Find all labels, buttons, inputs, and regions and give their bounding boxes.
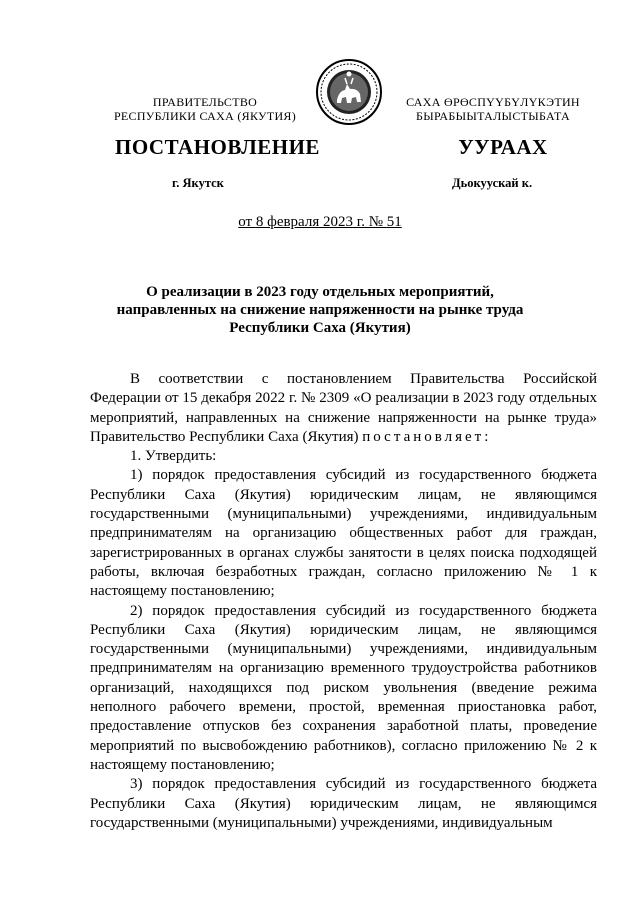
header-line: БЫРАБЫЫТАЛЫСТЫБАТА: [416, 109, 570, 123]
intro-paragraph: [90, 370, 597, 447]
document-subject: [100, 283, 540, 337]
decree-word: постановляет:: [362, 428, 492, 445]
date-number-line: [0, 214, 640, 231]
header-line: ПРАВИТЕЛЬСТВО: [152, 95, 258, 109]
document-body: [90, 370, 597, 833]
document-date: 8 февраля 2023 г.: [255, 214, 365, 230]
document-type-sakha: УУРААХ: [458, 135, 548, 159]
date-prefix: от: [238, 214, 256, 230]
document-type-ru: ПОСТАНОВЛЕНИЕ: [115, 135, 320, 159]
sakha-coat-of-arms-icon: [315, 58, 383, 126]
city-sakha: Дьокуускай к.: [452, 176, 533, 190]
subitem-1: 1) порядок предоставления субсидий из государственного бюджета Республики Саха (Якутия) юридическим лицам, не являющимся государственными (муниципальными) учреждениями, индивидуальным предпринимателям на организацию общественных работ для граждан, зарегистрированных в органах службы занятости в целях поиска подходящей работы, включая безработных граждан, согласно приложению № 1 к настоящему постановлению;: [90, 467, 597, 600]
government-header-sakha: [393, 95, 593, 123]
number-label: №: [364, 214, 387, 230]
header-line: РЕСПУБЛИКИ САХА (ЯКУТИЯ): [113, 109, 297, 123]
intro-text: В соответствии с постановлением Правительства Российской Федерации от 15 декабря 2022 г. № 2309 «О реализации в 2023 году отдельных мероприятий, направленных на снижение напряженности на рынке труда» Правительство Республики Саха (Якутия): [90, 371, 597, 445]
subitem-2: 2) порядок предоставления субсидий из государственного бюджета Республики Саха (Якутия) юридическим лицам, не являющимся государственными (муниципальными) учреждениями, индивидуальным предпринимателям на организацию временного трудоустройства работников организаций, находящихся под риском увольнения (введение режима неполного рабочего времени, простой, временная приостановка работ, предоставление отпусков без сохранения заработной платы, проведение мероприятий по высвобождению работников), согласно приложению № 2 к настоящему постановлению;: [90, 602, 597, 773]
subject-line: направленных на снижение напряженности на рынке труда: [116, 302, 524, 318]
header-line: САХА ӨРӨСПҮҮБҮЛҮКЭТИН: [406, 95, 580, 109]
subject-line: Республики Саха (Якутия): [229, 320, 411, 336]
city-ru: г. Якутск: [172, 176, 224, 190]
document-number: 51: [386, 214, 402, 230]
subitem-3: 3) порядок предоставления субсидий из государственного бюджета Республики Саха (Якутия) юридическим лицам, не являющимся государственными (муниципальными) учреждениями, индивидуальным: [90, 776, 597, 831]
item-approve: 1. Утвердить:: [130, 448, 217, 465]
government-header-ru: [105, 95, 305, 123]
subject-line: О реализации в 2023 году отдельных мероприятий,: [146, 284, 494, 300]
